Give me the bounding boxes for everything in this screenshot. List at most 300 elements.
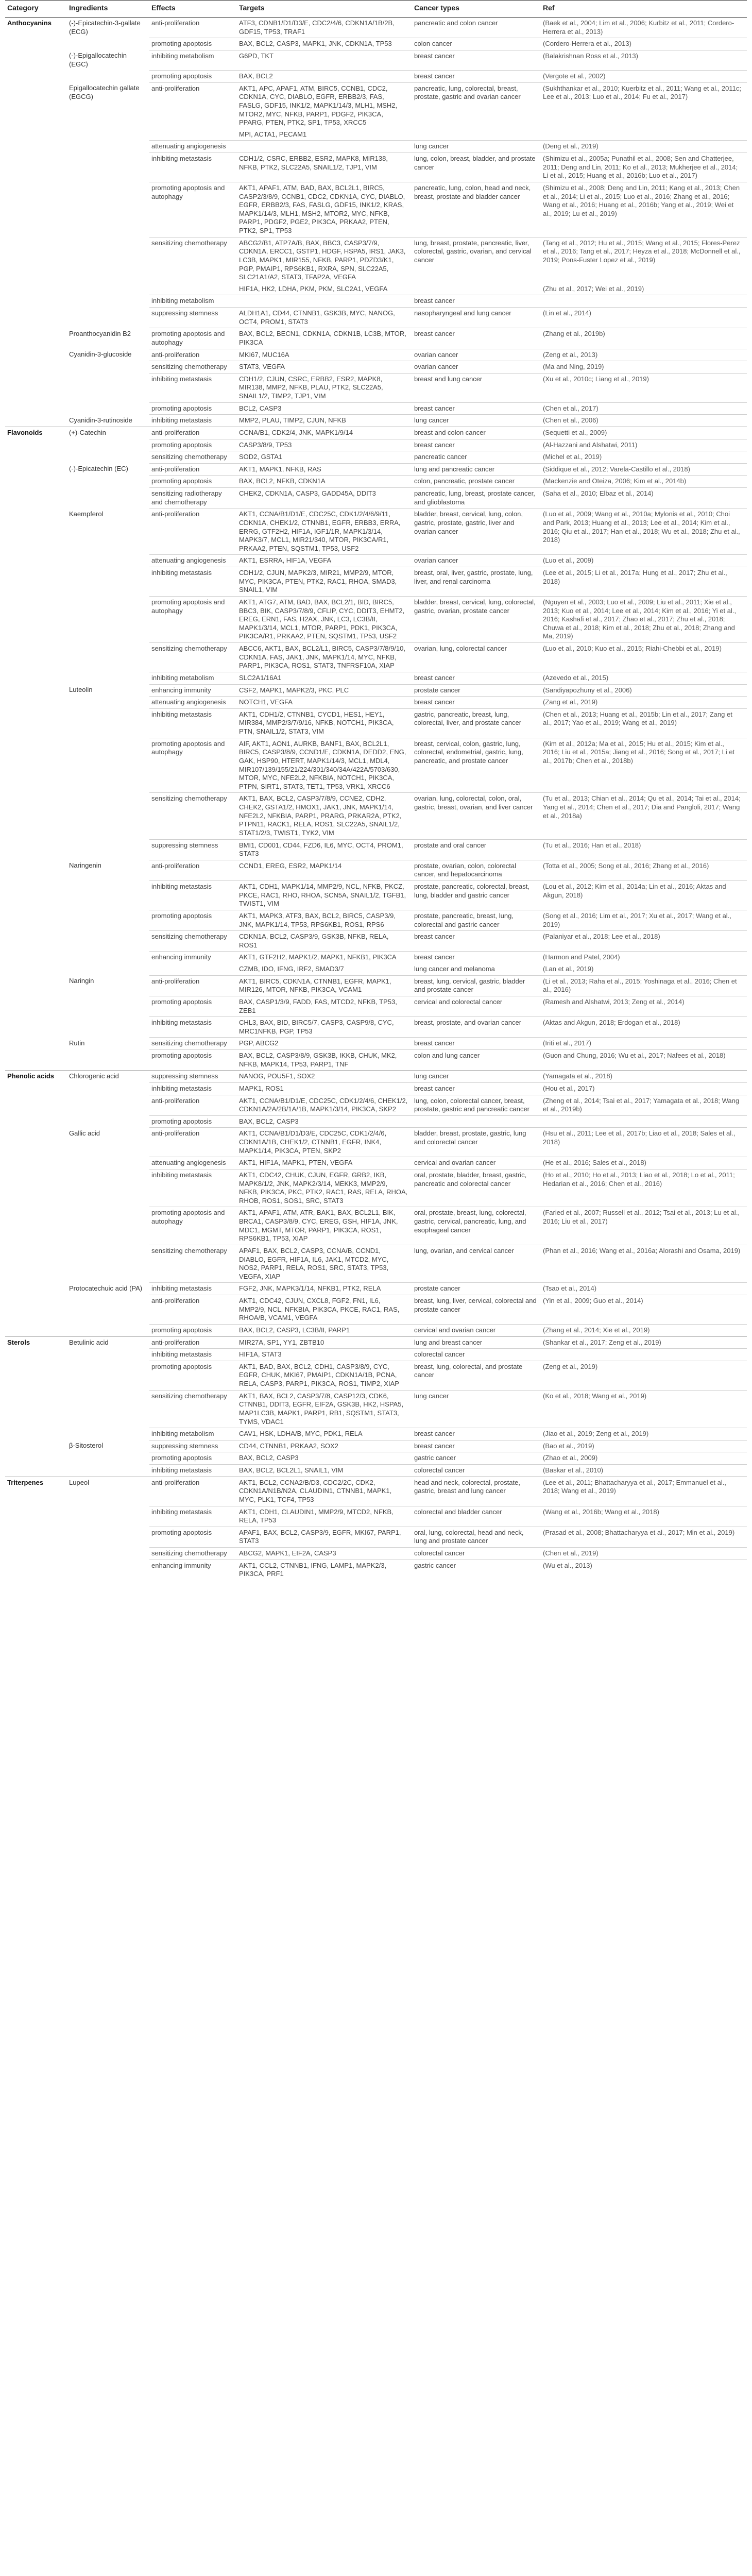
cancer-types-cell: pancreatic and colon cancer	[412, 17, 541, 38]
category-cell	[5, 349, 67, 361]
targets-cell: AKT1, APC, APAF1, ATM, BIRC5, CCNB1, CDC2, CDKN1A, CYC, DIABLO, EGFR, ERBB2/3, FAS, FASLG, GDF15, INK1/2, MAPK1/14/3, MLH1, MSH2, MTOR2, MYC, NFKB, PARP1, PDGF2, PIK3CA, PPARG, PTEN, PTK2, SP1, TP53, XRCC5	[237, 82, 412, 129]
effect-cell: suppressing stemness	[149, 1071, 237, 1083]
category-cell	[5, 1295, 67, 1325]
targets-cell: AKT1, MAPK1, NFKB, RAS	[237, 463, 412, 476]
effect-cell: promoting apoptosis and autophagy	[149, 328, 237, 349]
ref-cell: (Sandiyapozhuny et al., 2006)	[541, 684, 747, 697]
ref-cell	[541, 295, 747, 308]
ref-cell: (Li et al., 2013; Raha et al., 2015; Yoshinaga et al., 2016; Chen et al., 2016)	[541, 975, 747, 996]
effect-cell: anti-proliferation	[149, 463, 237, 476]
ingredient-cell	[67, 1115, 149, 1128]
table-row	[5, 71, 747, 83]
ingredient-cell	[67, 1548, 149, 1560]
ref-cell: (Tang et al., 2012; Hu et al., 2015; Wang et al., 2015; Flores-Perez et al., 2016; Tang et al., 2017; Heyza et al., 2018; McDonnell et al., 2019; Pons-Fuster Lopez et al., 2019)	[541, 237, 747, 283]
ref-cell: (Hsu et al., 2011; Lee et al., 2017b; Liao et al., 2018; Sales et al., 2018)	[541, 1128, 747, 1157]
category-cell: Anthocyanins	[5, 17, 67, 38]
targets-cell: BAX, BCL2, CASP3	[237, 1452, 412, 1465]
targets-cell: SLC2A1/16A1	[237, 672, 412, 684]
table-row	[5, 141, 747, 153]
ref-cell	[541, 1349, 747, 1361]
ingredient-cell	[67, 153, 149, 182]
document	[5, 0, 747, 1580]
ingredient-cell	[67, 1295, 149, 1325]
table-row	[5, 50, 747, 70]
ingredient-cell: Rutin	[69, 1039, 85, 1047]
category-cell	[5, 451, 67, 464]
targets-cell: MAPK1, ROS1	[237, 1082, 412, 1095]
ingredient-cell: Naringin	[69, 977, 94, 985]
category-cell	[5, 1548, 67, 1560]
ingredient-cell	[67, 910, 149, 930]
table-row	[5, 1506, 747, 1527]
category-cell	[5, 1207, 67, 1245]
cancer-types-cell: bladder, breast, prostate, gastric, lung and colorectal cancer	[412, 1128, 541, 1157]
ref-cell: (Lee et al., 2015; Li et al., 2017a; Hung et al., 2017; Zhu et al., 2018)	[541, 567, 747, 597]
category-cell	[5, 439, 67, 451]
effect-cell: promoting apoptosis	[149, 910, 237, 930]
cancer-types-cell: breast cancer	[412, 1440, 541, 1452]
cancer-types-cell: oral, prostate, breast, lung, colorectal, gastric, cervical, pancreatic, lung, and esophageal cancer	[412, 1207, 541, 1245]
targets-cell: CHEK2, CDKN1A, CASP3, GADD45A, DDIT3	[237, 488, 412, 509]
table-row	[5, 839, 747, 860]
table-row	[5, 361, 747, 374]
table-row	[5, 1428, 747, 1440]
targets-cell: CDKN1A, BCL2, CASP3/9, GSK3B, NFKB, RELA, ROS1	[237, 931, 412, 952]
ref-cell: (Phan et al., 2016; Wang et al., 2016a; Alorashi and Osama, 2019)	[541, 1245, 747, 1283]
targets-cell: AKT1, CDH1, MAPK1/14, MMP2/9, NCL, NFKB, PKCZ, PKCE, RAC1, RHO, RHOA, SCN5A, SNAIL1/2, TGFB1, TWIST1, VIM	[237, 881, 412, 910]
table-row	[5, 881, 747, 910]
category-cell	[5, 38, 67, 50]
ingredient-cell	[67, 963, 149, 975]
cancer-types-cell: breast cancer	[412, 1082, 541, 1095]
targets-cell: MKI67, MUC16A	[237, 349, 412, 361]
ingredient-cell	[67, 1245, 149, 1283]
effect-cell: sensitizing chemotherapy	[149, 237, 237, 283]
ingredient-cell	[67, 697, 149, 709]
effect-cell: inhibiting metastasis	[149, 1082, 237, 1095]
effect-cell: promoting apoptosis	[149, 1050, 237, 1071]
targets-cell: FGF2, JNK, MAPK3/1/14, NFKB1, PTK2, RELA	[237, 1283, 412, 1295]
cancer-types-cell: breast cancer	[412, 672, 541, 684]
category-cell	[5, 963, 67, 975]
table-row	[5, 427, 747, 439]
cancer-types-cell: prostate, pancreatic, colorectal, breast, lung, bladder and gastric cancer	[412, 881, 541, 910]
category-cell	[5, 129, 67, 141]
cancer-types-cell: head and neck, colorectal, prostate, gastric, breast and lung cancer	[412, 1477, 541, 1506]
category-cell	[5, 931, 67, 952]
cancer-types-cell: prostate, pancreatic, breast, lung, colorectal and gastric cancer	[412, 910, 541, 930]
targets-cell: MPI, ACTA1, PECAM1	[239, 130, 307, 138]
effect-cell: inhibiting metastasis	[149, 708, 237, 738]
targets-cell: AKT1, BAX, BCL2, CASP3/7/8/9, CCNE2, CDH2, CHEK2, GSTA1/2, HMOX1, JAK1, JNK, MAPK1/14, NFE2L2, NFKBIA, PARP1, PRARG, PRKAR2A, PTK2, PTPN11, RACK1, RELA, ROS1, SLC22A5, SNAIL1/2, STAT1/2/3, TWIST1, TYK2, VIM	[237, 793, 412, 839]
effect-cell: sensitizing chemotherapy	[149, 1548, 237, 1560]
cancer-types-cell: bladder, breast, cervical, lung, colorectal, gastric, ovarian, prostate cancer	[412, 596, 541, 642]
ref-cell: (Faried et al., 2007; Russell et al., 2012; Tsai et al., 2013; Lu et al., 2016; Liu et al., 2017)	[541, 1207, 747, 1245]
ingredient-cell	[67, 596, 149, 642]
category-cell: Sterols	[5, 1336, 67, 1349]
effect-cell: inhibiting metastasis	[149, 881, 237, 910]
targets-cell: AKT1, CCNA/B1/D1/E, CDC25C, CDK1/2/4/6, CHEK1/2, CDKN1A/2A/2B/1A/1B, MAPK1/3/14, PIK3CA, SKP2	[237, 1095, 412, 1115]
table-row	[5, 1361, 747, 1390]
data-table	[5, 0, 747, 1580]
ref-cell: (Shimizu et al., 2008; Deng and Lin, 2011; Kang et al., 2013; Chen et al., 2014; Li et al., 2015; Luo et al., 2016; Zhang et al., 2016; Wang et al., 2016; Huang et al., 2016b; Yang et al., 2019; Wei et al., 2019; Lu et al., 2019)	[541, 182, 747, 237]
ingredient-cell	[67, 1560, 149, 1580]
table-row	[5, 793, 747, 839]
category-cell	[5, 415, 67, 427]
category-cell	[5, 237, 67, 283]
table-row	[5, 1017, 747, 1038]
targets-cell: BAX, BCL2, CASP3, LC3B/II, PARP1	[237, 1324, 412, 1336]
cancer-types-cell: breast cancer	[412, 402, 541, 415]
category-cell	[5, 308, 67, 328]
table-row	[5, 402, 747, 415]
ref-cell: (Luo et al., 2009; Wang et al., 2010a; Mylonis et al., 2010; Choi and Park, 2013; Huang et al., 2013; Lee et al., 2014; Kim et al., 2016; Qiu et al., 2017; Han et al., 2018; Wu et al., 2018; Zhu et al., 2018)	[541, 509, 747, 555]
effect-cell: suppressing stemness	[149, 1440, 237, 1452]
cancer-types-cell: cervical and ovarian cancer	[412, 1157, 541, 1170]
ref-cell: (Sukhthankar et al., 2010; Kuerbitz et al., 2011; Wang et al., 2011c; Lee et al., 2013; Luo et al., 2014; Fu et al., 2017)	[541, 82, 747, 129]
targets-cell: AKT1, CCNA/B1/D1/D3/E, CDC25C, CDK1/2/4/6, CDKN1A/1B, CHEK1/2, CTNNB1, EGFR, INK4, MAPK1/14, PIK3CA, PTEN, SKP2	[237, 1128, 412, 1157]
targets-cell: AKT1, BIRC5, CDKN1A, CTNNB1, EGFR, MAPK1, MIR126, MTOR, NFKB, PIK3CA, VCAM1	[237, 975, 412, 996]
targets-cell: AKT1, ATG7, ATM, BAD, BAX, BCL2/1, BID, BIRC5, BBC3, BIK, CASP3/7/8/9, CFLIP, CYC, DDIT3, EHMT2, EREG, ERN1, FAS, H2AX, JNK, LC3, LC3B/II, MAPK1/3/14, MCL1, MTOR, PARP1, PDK1, PIK3CA, PIK3CA/R1, PRKAA2, PTEN, SQSTM1, TP53, USF2	[237, 596, 412, 642]
effect-cell: inhibiting metabolism	[149, 295, 237, 308]
ref-cell: (Zhao et al., 2009)	[541, 1452, 747, 1465]
category-cell	[5, 295, 67, 308]
table-row	[5, 697, 747, 709]
table-row	[5, 738, 747, 793]
cancer-types-cell: breast cancer	[412, 295, 541, 308]
effect-cell: inhibiting metastasis	[149, 1283, 237, 1295]
ref-cell: (Ho et al., 2010; Ho et al., 2013; Liao et al., 2018; Lo et al., 2011; Hedarian et al., 2016; Chen et al., 2016)	[541, 1169, 747, 1207]
effect-cell: attenuating angiogenesis	[149, 1157, 237, 1170]
ref-cell: (Chen et al., 2019)	[541, 1548, 747, 1560]
table-row	[5, 1283, 747, 1295]
header-ref: Ref	[541, 1, 747, 18]
table-row	[5, 952, 747, 963]
targets-cell: NANOG, POU5F1, SOX2	[237, 1071, 412, 1083]
effect-cell: promoting apoptosis	[149, 439, 237, 451]
targets-cell: AKT1, BAD, BAX, BCL2, CDH1, CASP3/8/9, CYC, EGFR, CHUK, MKI67, PMAIP1, CDKN1A/1B, PCNA, RELA, CASP3, PARP1, PIK3CA, ROS1, TIMP2, XIAP	[237, 1361, 412, 1390]
ref-cell: (Sequetti et al., 2009)	[541, 427, 747, 439]
cancer-types-cell: lung cancer	[412, 1071, 541, 1083]
effect-cell: anti-proliferation	[149, 1336, 237, 1349]
targets-cell: PGP, ABCG2	[237, 1038, 412, 1050]
ingredient-cell	[67, 1324, 149, 1336]
category-cell	[5, 1017, 67, 1038]
effect-cell: anti-proliferation	[149, 427, 237, 439]
cancer-types-cell: breast and lung cancer	[412, 373, 541, 402]
ref-cell: (Baek et al., 2004; Lim et al., 2006; Kurbitz et al., 2011; Cordero-Herrera et al., 2013)	[541, 17, 747, 38]
effect-cell: promoting apoptosis	[149, 1361, 237, 1390]
targets-cell: BMI1, CD001, CD44, FZD6, IL6, MYC, OCT4, PROM1, STAT3	[237, 839, 412, 860]
cancer-types-cell: cervical and ovarian cancer	[412, 1324, 541, 1336]
table-row	[5, 373, 747, 402]
table-row	[5, 476, 747, 488]
table-row	[5, 1465, 747, 1477]
table-row	[5, 1245, 747, 1283]
table-row	[5, 684, 747, 697]
ref-cell: (Lin et al., 2014)	[541, 308, 747, 328]
ref-cell: (Saha et al., 2010; Elbaz et al., 2014)	[541, 488, 747, 509]
ingredient-cell: (-)-Epigallocatechin (EGC)	[69, 52, 127, 68]
ingredient-cell	[67, 237, 149, 283]
ref-cell: (He et al., 2016; Sales et al., 2018)	[541, 1157, 747, 1170]
cancer-types-cell: nasopharyngeal and lung cancer	[412, 308, 541, 328]
cancer-types-cell: gastric, pancreatic, breast, lung, colorectal, liver, and prostate cancer	[412, 708, 541, 738]
category-cell	[5, 684, 67, 697]
targets-cell: MIR27A, SP1, YY1, ZBTB10	[237, 1336, 412, 1349]
category-cell	[5, 50, 67, 70]
cancer-types-cell: breast, lung, liver, cervical, colorectal and prostate cancer	[412, 1295, 541, 1325]
cancer-types-cell: colorectal cancer	[412, 1349, 541, 1361]
effect-cell: sensitizing chemotherapy	[149, 931, 237, 952]
ref-cell: (Wu et al., 2013)	[541, 1560, 747, 1580]
cancer-types-cell	[412, 283, 541, 295]
targets-cell: AKT1, ESRRA, HIF1A, VEGFA	[237, 555, 412, 567]
table-row	[5, 1050, 747, 1071]
cancer-types-cell: pancreatic cancer	[412, 451, 541, 464]
cancer-types-cell: breast cancer	[412, 1428, 541, 1440]
table-row	[5, 1115, 747, 1128]
effect-cell: inhibiting metastasis	[149, 415, 237, 427]
effect-cell: sensitizing chemotherapy	[149, 451, 237, 464]
cancer-types-cell: oral, prostate, bladder, breast, gastric, pancreatic and colorectal cancer	[412, 1169, 541, 1207]
effect-cell: attenuating angiogenesis	[149, 141, 237, 153]
category-cell	[5, 1128, 67, 1157]
targets-cell: CDH1/2, CSRC, ERBB2, ESR2, MAPK8, MIR138, NFKB, PTK2, SLC22A5, SNAIL1/2, TJP1, VIM	[237, 153, 412, 182]
targets-cell: APAF1, BAX, BCL2, CASP3, CCNA/B, CCND1, DIABLO, EGFR, HIF1A, IL6, JAK1, MTCD2, MYC, NOS2, PARP1, RELA, ROS1, SRC, STAT3, TP53, VEGFA, XIAP	[237, 1245, 412, 1283]
effect-cell: promoting apoptosis	[149, 1527, 237, 1547]
targets-cell: CAV1, HSK, LDHA/B, MYC, PDK1, RELA	[237, 1428, 412, 1440]
ingredient-cell	[67, 1095, 149, 1115]
ref-cell: (Wang et al., 2016b; Wang et al., 2018)	[541, 1506, 747, 1527]
ingredient-cell	[67, 1428, 149, 1440]
cancer-types-cell: ovarian cancer	[412, 361, 541, 374]
cancer-types-cell: ovarian cancer	[412, 349, 541, 361]
targets-cell: BAX, BCL2, BECN1, CDKN1A, CDKN1B, LC3B, MTOR, PIK3CA	[237, 328, 412, 349]
effect-cell: inhibiting metastasis	[149, 1017, 237, 1038]
targets-cell: APAF1, BAX, BCL2, CASP3/9, EGFR, MKI67, PARP1, STAT3	[237, 1527, 412, 1547]
targets-cell	[237, 295, 412, 308]
targets-cell: NOTCH1, VEGFA	[237, 697, 412, 709]
category-cell	[5, 361, 67, 374]
cancer-types-cell: cervical and colorectal cancer	[412, 996, 541, 1016]
table-row	[5, 1295, 747, 1325]
targets-cell: AKT1, APAF1, ATM, BAD, BAX, BCL2L1, BIRC5, CASP2/3/8/9, CCNB1, CDC2, CDKN1A, CYC, DIABLO, EGFR, ERBB2/3, FAS, FASLG, GDF15, INK1/2, KRAS, MAPK1/14/3, MLH1, MSH2, MTOR2, MYC, NFKB, PARP1, PDGF2, PGE2, PIK3CA, PRKAA2, PTEN, PTK2, SP1, TP53	[237, 182, 412, 237]
effect-cell: promoting apoptosis	[149, 476, 237, 488]
table-row	[5, 308, 747, 328]
effect-cell: inhibiting metastasis	[149, 1349, 237, 1361]
effect-cell: promoting apoptosis	[149, 38, 237, 50]
effect-cell: anti-proliferation	[149, 1295, 237, 1325]
table-row	[5, 555, 747, 567]
ref-cell: (Ma and Ning, 2019)	[541, 361, 747, 374]
category-cell	[5, 1095, 67, 1115]
category-cell	[5, 141, 67, 153]
category-cell	[5, 1245, 67, 1283]
category-cell	[5, 509, 67, 555]
cancer-types-cell: gastric cancer	[412, 1560, 541, 1580]
category-cell: Triterpenes	[5, 1477, 67, 1506]
ingredient-cell	[67, 1506, 149, 1527]
targets-cell: AKT1, GTF2H2, MAPK1/2, MAPK1, NFKB1, PIK3CA	[237, 952, 412, 963]
category-cell	[5, 71, 67, 83]
targets-cell: CSF2, MAPK1, MAPK2/3, PKC, PLC	[237, 684, 412, 697]
table-row	[5, 1207, 747, 1245]
category-cell	[5, 975, 67, 996]
category-cell	[5, 996, 67, 1016]
ingredient-cell	[67, 839, 149, 860]
ref-cell: (Zeng et al., 2019)	[541, 1361, 747, 1390]
ingredient-cell	[67, 1082, 149, 1095]
targets-cell: HIF1A, HK2, LDHA, PKM, PKM, SLC2A1, VEGFA	[239, 284, 388, 293]
effect-cell: sensitizing chemotherapy	[149, 793, 237, 839]
effect-cell: attenuating angiogenesis	[149, 555, 237, 567]
ref-cell: (Zhang et al., 2019b)	[541, 328, 747, 349]
table-row	[5, 1071, 747, 1083]
ingredient-cell: Gallic acid	[69, 1129, 100, 1137]
cancer-types-cell: colon, pancreatic, prostate cancer	[412, 476, 541, 488]
ingredient-cell: (-)-Epicatechin-3-gallate (ECG)	[67, 17, 149, 38]
cancer-types-cell: lung, breast, prostate, pancreatic, liver, colorectal, gastric, ovarian, and cervical cancer	[412, 237, 541, 283]
effect-cell: inhibiting metabolism	[149, 50, 237, 70]
category-cell	[5, 283, 67, 295]
table-row	[5, 1527, 747, 1547]
cancer-types-cell: ovarian, lung, colorectal, colon, oral, gastric, breast, ovarian, and liver cancer	[412, 793, 541, 839]
ref-cell: (Deng et al., 2019)	[541, 141, 747, 153]
effect-cell: attenuating angiogenesis	[149, 697, 237, 709]
ingredient-cell: Chlorogenic acid	[67, 1071, 149, 1083]
targets-cell: ALDH1A1, CD44, CTNNB1, GSK3B, MYC, NANOG, OCT4, PROM1, STAT3	[237, 308, 412, 328]
ingredient-cell	[67, 402, 149, 415]
ref-cell: (Tu et al., 2013; Chian et al., 2014; Qu et al., 2014; Tai et al., 2014; Yang et al., 2014; Chen et al., 2017; Dia and Pangloli, 2017; Wang et al., 2018a)	[541, 793, 747, 839]
cancer-types-cell: lung and breast cancer	[412, 1336, 541, 1349]
category-cell	[5, 1440, 67, 1452]
category-cell	[5, 1390, 67, 1428]
category-cell	[5, 402, 67, 415]
ingredient-cell: Proanthocyanidin B2	[69, 329, 131, 337]
table-row	[5, 182, 747, 237]
ref-cell: (Harmon and Patel, 2004)	[541, 952, 747, 963]
cancer-types-cell: breast cancer	[412, 328, 541, 349]
targets-cell: ABCG2/B1, ATP7A/B, BAX, BBC3, CASP3/7/9, CDKN1A, ERCC1, GSTP1, HDGF, HSPA5, IRS1, JAK3, LC3B, MAPK1, MIR155, NFKB, PARP1, PDZD3/K1, PGP, PMAIP1, RPS6KB1, RXRA, SPN, SLC22A5, SLC21A1/A2, STAT3, TFAP2A, VEGFA	[237, 237, 412, 283]
ref-cell	[541, 1115, 747, 1128]
ref-cell: (Baskar et al., 2010)	[541, 1465, 747, 1477]
ingredient-cell	[67, 182, 149, 237]
ingredient-cell: Epigallocatechin gallate (EGCG)	[69, 84, 140, 100]
targets-cell: CZMB, IDO, IFNG, IRF2, SMAD3/7	[239, 965, 344, 973]
cancer-types-cell: breast, oral, liver, gastric, prostate, lung, liver, and renal carcinoma	[412, 567, 541, 597]
ref-cell: (Kim et al., 2012a; Ma et al., 2015; Hu et al., 2015; Kim et al., 2016; Liu et al., 2015a; Jiang et al., 2016; Song et al., 2017; Li et al., 2017b; Chen et al., 2018b)	[541, 738, 747, 793]
ref-cell: (Bao et al., 2019)	[541, 1440, 747, 1452]
cancer-types-cell: breast and colon cancer	[412, 427, 541, 439]
ref-cell: (Tsao et al., 2014)	[541, 1283, 747, 1295]
ingredient-cell	[67, 952, 149, 963]
effect-cell: promoting apoptosis and autophagy	[149, 182, 237, 237]
ref-cell: (Zhang et al., 2014; Xie et al., 2019)	[541, 1324, 747, 1336]
table-row	[5, 1324, 747, 1336]
targets-cell: CDH1/2, CJUN, MAPK2/3, MIR21, MMP2/9, MTOR, MYC, PIK3CA, PTEN, PTK2, RAC1, RHOA, SMAD3, SNAIL1, VIM	[237, 567, 412, 597]
effect-cell: anti-proliferation	[149, 1095, 237, 1115]
targets-cell: ABCC6, AKT1, BAX, BCL2/L1, BIRC5, CASP3/7/8/9/10, CDKN1A, FAS, JAK1, JNK, MAPK1/14, MYC, NFKB, PARP1, PIK3CA, ROS1, STAT3, TNFRSF10A, XIAP	[237, 643, 412, 672]
ingredient-cell	[67, 71, 149, 83]
ref-cell: (Hou et al., 2017)	[541, 1082, 747, 1095]
ingredient-cell	[67, 283, 149, 295]
table-row	[5, 1560, 747, 1580]
table-row	[5, 295, 747, 308]
table-row	[5, 1095, 747, 1115]
targets-cell: BAX, BCL2, NFKB, CDKN1A	[237, 476, 412, 488]
targets-cell: BAX, BCL2, BCL2L1, SNAIL1, VIM	[237, 1465, 412, 1477]
table-row	[5, 910, 747, 930]
effect-cell: suppressing stemness	[149, 839, 237, 860]
ingredient-cell	[67, 129, 149, 141]
ingredient-cell	[67, 1050, 149, 1071]
targets-cell: CHL3, BAX, BID, BIRC5/7, CASP3, CASP9/8, CYC, MRC1NFKB, PGP, TP53	[237, 1017, 412, 1038]
targets-cell: BCL2, CASP3	[237, 402, 412, 415]
table-row	[5, 349, 747, 361]
ref-cell: (Siddique et al., 2012; Varela-Castillo et al., 2018)	[541, 463, 747, 476]
ingredient-cell	[67, 793, 149, 839]
category-cell	[5, 708, 67, 738]
header-category: Category	[5, 1, 67, 18]
cancer-types-cell: lung and pancreatic cancer	[412, 463, 541, 476]
category-cell	[5, 1038, 67, 1050]
effect-cell: inhibiting metastasis	[149, 153, 237, 182]
ingredient-cell	[67, 488, 149, 509]
table-row	[5, 708, 747, 738]
effect-cell: inhibiting metabolism	[149, 1428, 237, 1440]
ingredient-cell: Cyanidin-3-glucoside	[69, 350, 132, 359]
effect-cell: promoting apoptosis and autophagy	[149, 596, 237, 642]
effect-cell: inhibiting metastasis	[149, 373, 237, 402]
category-cell	[5, 860, 67, 880]
ref-cell: (Luo et al., 2009)	[541, 555, 747, 567]
category-cell	[5, 952, 67, 963]
ref-cell: (Iriti et al., 2017)	[541, 1038, 747, 1050]
table-row	[5, 1336, 747, 1349]
targets-cell: AKT1, MAPK3, ATF3, BAX, BCL2, BIRC5, CASP3/9, JNK, MAPK1/14, TP53, RPS6KB1, ROS1, RPS6	[237, 910, 412, 930]
effect-cell: enhancing immunity	[149, 684, 237, 697]
category-cell	[5, 793, 67, 839]
ingredient-cell	[67, 1452, 149, 1465]
table-row	[5, 1440, 747, 1452]
cancer-types-cell: breast cancer	[412, 439, 541, 451]
category-cell	[5, 1349, 67, 1361]
category-cell	[5, 1506, 67, 1527]
category-cell	[5, 1527, 67, 1547]
table-row	[5, 451, 747, 464]
category-cell	[5, 1428, 67, 1440]
ingredient-cell	[67, 881, 149, 910]
ref-cell: (Shankar et al., 2017; Zeng et al., 2019)	[541, 1336, 747, 1349]
effect-cell: enhancing immunity	[149, 952, 237, 963]
cancer-types-cell: lung, ovarian, and cervical cancer	[412, 1245, 541, 1283]
targets-cell: ABCG2, MAPK1, EIF2A, CASP3	[237, 1548, 412, 1560]
cancer-types-cell: colon and lung cancer	[412, 1050, 541, 1071]
cancer-types-cell: breast cancer	[412, 931, 541, 952]
ref-cell: (Lee et al., 2011; Bhattacharyya et al., 2017; Emmanuel et al., 2018; Wang et al., 2019)	[541, 1477, 747, 1506]
ref-cell: (Palaniyar et al., 2018; Lee et al., 2018)	[541, 931, 747, 952]
category-cell	[5, 1157, 67, 1170]
ref-cell: (Prasad et al., 2008; Bhattacharyya et al., 2017; Min et al., 2019)	[541, 1527, 747, 1547]
ref-cell: (Luo et al., 2010; Kuo et al., 2015; Riahi-Chebbi et al., 2019)	[541, 643, 747, 672]
effect-cell: promoting apoptosis	[149, 71, 237, 83]
ref-cell: (Zhu et al., 2017; Wei et al., 2019)	[543, 284, 644, 293]
targets-cell: MMP2, PLAU, TIMP2, CJUN, NFKB	[237, 415, 412, 427]
cancer-types-cell: oral, lung, colorectal, head and neck, lung and prostate cancer	[412, 1527, 541, 1547]
ref-cell: (Song et al., 2016; Lim et al., 2017; Xu et al., 2017; Wang et al., 2019)	[541, 910, 747, 930]
cancer-types-cell: prostate cancer	[412, 1283, 541, 1295]
